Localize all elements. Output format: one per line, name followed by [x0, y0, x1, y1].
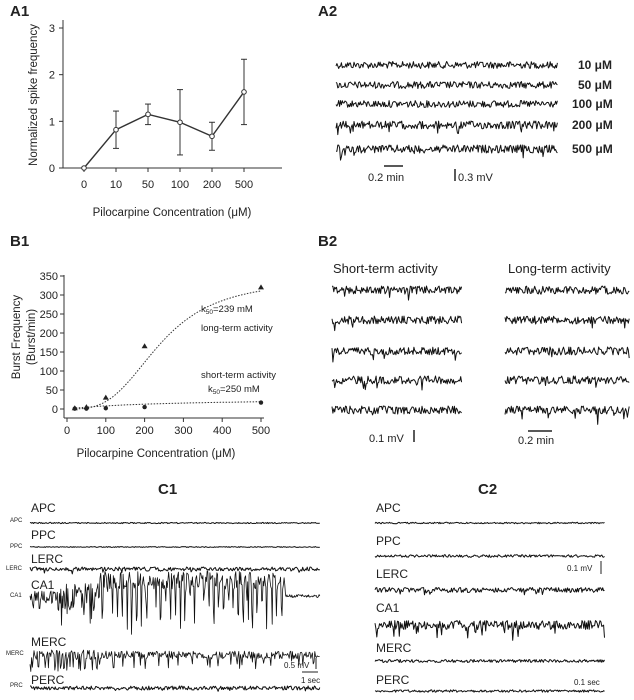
a2-label-200: 200 μM — [572, 118, 613, 132]
c2-label-merc: MERC — [376, 641, 412, 655]
c2-label-perc: PERC — [376, 673, 410, 687]
b1-annotation-long-k: $k_{50}=239$ mM — [201, 304, 253, 316]
a1-x-ticks — [81, 168, 253, 191]
c1-label-ppc: PPC — [31, 528, 56, 542]
b2-long-term-trace — [505, 286, 629, 294]
panel-c1 — [6, 481, 320, 691]
c2-label-apc: APC — [376, 501, 401, 515]
b1-fit-short-term — [73, 402, 261, 409]
panel-label-a2: A2 — [318, 3, 338, 20]
b2-long-term-trace — [505, 347, 629, 358]
c1-trace-merc — [30, 650, 320, 672]
a2-trace — [336, 121, 557, 135]
a1-y-axis-label: Normalized spike frequency — [28, 24, 40, 166]
b1-y-tick-label: 150 — [39, 347, 58, 359]
a1-x-tick-label: 200 — [202, 179, 222, 191]
a2-volt-scale-label: 0.3 mV — [458, 172, 493, 184]
c2-trace-merc — [375, 660, 605, 663]
a2-label-100: 100 μM — [572, 97, 613, 111]
panel-label-b1: B1 — [10, 233, 30, 250]
b1-x-tick-label: 100 — [96, 425, 115, 437]
a1-y-tick-label: 2 — [48, 69, 55, 82]
panel-label-c1: C1 — [158, 481, 178, 498]
c1-small-label-ca1: CA1 — [10, 593, 22, 599]
a1-axes — [63, 20, 282, 168]
panel-c2 — [375, 481, 605, 692]
c2-trace-lerc — [375, 588, 605, 595]
panel-label-a1: A1 — [10, 3, 30, 20]
a1-data-point — [210, 134, 215, 139]
b1-y-tick-label: 0 — [51, 404, 58, 416]
c1-volt-scale-label: 0.5 mV — [284, 661, 310, 670]
a2-scale-bars — [368, 166, 494, 184]
b1-long-term-point — [142, 343, 148, 348]
b1-x-tick-label: 500 — [251, 425, 271, 437]
a2-traces — [336, 62, 557, 161]
a1-plot-area — [82, 59, 247, 170]
c1-trace-perc — [30, 686, 320, 691]
b1-x-ticks — [64, 418, 270, 437]
b1-annotation-long-name: long-term activity — [201, 323, 273, 334]
b2-long-term-trace — [505, 406, 629, 424]
a1-x-tick-label: 100 — [170, 179, 190, 191]
a1-y-tick-label: 0 — [48, 163, 55, 175]
b1-long-term-point — [103, 395, 109, 400]
c1-small-label-merc: MERC — [6, 651, 24, 657]
c2-trace-ppc — [375, 555, 605, 557]
a1-x-tick-label: 0 — [80, 179, 88, 191]
c2-traces — [375, 522, 605, 692]
a2-label-50: 50 μM — [578, 78, 613, 92]
b1-y-tick-label: 350 — [39, 271, 58, 283]
b1-x-tick-label: 0 — [63, 425, 71, 437]
c1-traces — [30, 522, 320, 691]
b1-annotation-short-name: short-term activity — [201, 370, 276, 381]
c1-small-label-ppc: PPC — [10, 544, 23, 550]
panel-b1 — [10, 233, 276, 460]
a1-series-line — [84, 92, 244, 168]
b1-y-tick-label: 100 — [39, 366, 58, 378]
b2-time-scale-label: 0.2 min — [518, 435, 555, 447]
a2-label-500: 500 μM — [572, 142, 613, 156]
b1-short-term-point — [104, 406, 108, 410]
c1-label-perc: PERC — [31, 673, 65, 687]
b2-long-term-trace — [505, 316, 629, 328]
b2-traces — [332, 286, 629, 424]
a1-data-point — [146, 112, 151, 117]
c1-trace-ppc — [30, 547, 320, 548]
b2-volt-scale-label: 0.1 mV — [369, 433, 404, 445]
b2-long-term-trace — [505, 376, 629, 387]
b1-x-tick-label: 300 — [174, 425, 193, 437]
b1-long-term-point — [258, 284, 264, 289]
c2-time-scale-label: 0.1 sec — [574, 678, 600, 687]
c2-volt-scale-label: 0.1 mV — [567, 564, 593, 573]
c2-trace-apc — [375, 522, 605, 523]
b1-y-tick-label: 300 — [39, 290, 58, 302]
b1-x-axis-label: Pilocarpine Concentration (μM) — [76, 448, 236, 460]
a1-data-point — [82, 166, 87, 171]
c1-label-merc: MERC — [31, 635, 67, 649]
b1-y-ticks — [40, 271, 64, 416]
panel-b2 — [318, 233, 629, 447]
b2-short-term-trace — [332, 376, 462, 390]
a2-trace — [336, 101, 557, 108]
a1-x-tick-label: 500 — [234, 179, 254, 191]
c1-label-ca1: CA1 — [31, 578, 55, 592]
a2-trace — [336, 82, 557, 89]
a1-data-point — [242, 90, 247, 95]
b2-short-term-trace — [332, 286, 462, 300]
b1-short-term-point — [73, 406, 77, 410]
c1-trace-lerc — [30, 567, 320, 574]
a2-trace — [336, 62, 557, 69]
c1-small-label-apc: APC — [10, 518, 23, 524]
c1-small-label-lerc: LERC — [6, 566, 23, 572]
a2-label-10: 10 μM — [578, 58, 613, 72]
a2-trace — [336, 145, 557, 160]
b1-axes — [64, 275, 264, 418]
c1-scale-bars — [284, 658, 320, 685]
c1-label-apc: APC — [31, 501, 56, 515]
b2-short-term-title: Short-term activity — [333, 261, 438, 276]
panel-label-b2: B2 — [318, 233, 338, 250]
b1-x-tick-label: 400 — [213, 425, 232, 437]
a1-y-tick-label: 1 — [48, 116, 55, 129]
a1-x-tick-label: 10 — [109, 179, 123, 191]
a1-data-point — [114, 127, 119, 132]
c2-trace-perc — [375, 690, 605, 692]
c1-small-label-prc: PRC — [10, 683, 23, 689]
a1-y-ticks — [49, 23, 63, 175]
b2-short-term-trace — [332, 406, 462, 415]
b1-short-term-point — [142, 405, 146, 409]
panel-label-c2: C2 — [478, 481, 498, 498]
panel-a2 — [318, 3, 613, 184]
a1-y-tick-label: 3 — [48, 23, 55, 35]
a1-data-point — [178, 120, 183, 125]
b2-short-term-trace — [332, 347, 462, 362]
c1-time-scale-label: 1 sec — [301, 676, 321, 685]
c2-label-ca1: CA1 — [376, 601, 400, 615]
c1-trace-apc — [30, 522, 320, 523]
b1-short-term-point — [259, 400, 263, 404]
c2-label-ppc: PPC — [376, 534, 401, 548]
b1-short-term-point — [84, 406, 88, 410]
b1-y-tick-label: 50 — [45, 385, 58, 397]
b2-scale-bars — [369, 430, 554, 447]
b1-annotation-short-k: $k_{50}=250$ mM — [208, 384, 260, 396]
b1-x-tick-label: 200 — [135, 425, 154, 437]
b1-y-tick-label: 200 — [39, 328, 58, 340]
c2-trace-ca1 — [375, 621, 605, 641]
a1-x-axis-label: Pilocarpine Concentration (μM) — [92, 207, 252, 219]
b1-y-axis-label-line1: Burst Frequency — [11, 294, 23, 380]
a2-time-scale-label: 0.2 min — [368, 172, 405, 184]
b2-short-term-trace — [332, 316, 462, 331]
c1-trace-ca1 — [30, 571, 320, 634]
a1-x-tick-label: 50 — [141, 179, 155, 191]
b1-y-axis-label-line2: (Burst/min) — [26, 308, 38, 366]
panel-a1 — [10, 3, 282, 219]
c2-label-lerc: LERC — [376, 567, 409, 581]
c1-label-lerc: LERC — [31, 552, 64, 566]
b2-long-term-title: Long-term activity — [508, 261, 611, 276]
b1-y-tick-label: 250 — [39, 309, 58, 321]
